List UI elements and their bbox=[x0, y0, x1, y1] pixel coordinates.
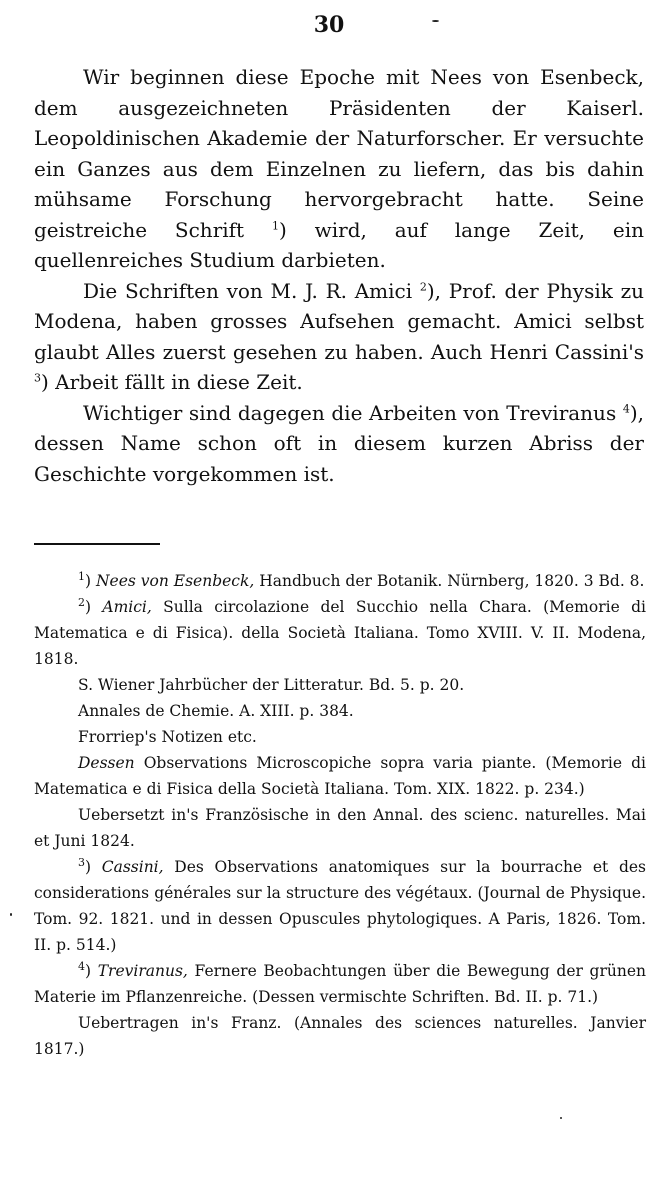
footnote-author: Nees von Esenbeck, bbox=[95, 572, 255, 590]
footnote-separator bbox=[34, 543, 160, 545]
footnote-ref-4: 4 bbox=[622, 401, 630, 415]
paragraph-3 bbox=[34, 398, 644, 490]
footnote-2-line: S. Wiener Jahrbücher der Litteratur. Bd. 5. p. 20. bbox=[78, 676, 465, 694]
footnote-ref-3: 3 bbox=[34, 371, 41, 385]
footnote-mark: 3 bbox=[78, 855, 85, 869]
footnote-4: $^4$) Treviranus, Fernere Beobachtungen über die Bewegung der grünen Materie im Pflanzenreiche. (Dessen vermischte Schriften. Bd. II. p. 71.) bbox=[34, 959, 647, 1006]
footnote-mark: 1 bbox=[78, 569, 85, 583]
print-speck bbox=[560, 1117, 562, 1119]
footnote-text: Des Observations anatomiques sur la bourrache et des considerations générales sur la structure des végétaux. (Journal de Physique. Tom. 92. 1821. und in dessen Opuscules phytologiques. A Paris, 1826. Tom. II. p. 514.) bbox=[34, 858, 646, 954]
footnote-1: $^1$) Nees von Esenbeck, Handbuch der Botanik. Nürnberg, 1820. 3 Bd. 8. bbox=[78, 569, 645, 590]
footnote-mark: 4 bbox=[78, 959, 85, 973]
footnote-2: $^2$) Amici, Sulla circolazione del Succhio nella Chara. (Memorie di Matematica e di Fisica). della Società Italiana. Tomo XVIII. V. II. Modena, 1818. bbox=[34, 595, 646, 668]
footnotes bbox=[34, 568, 646, 1062]
footnote-author: Dessen bbox=[78, 754, 135, 772]
paragraph-text: ) wird, auf lange Zeit, ein quellenreiches Studium darbieten. bbox=[34, 217, 644, 272]
footnote-2-dessen bbox=[34, 750, 646, 802]
footnote-author: Treviranus, bbox=[97, 962, 188, 980]
print-speck bbox=[432, 20, 439, 22]
footnote-4-translation: Uebertragen in's Franz. (Annales des sciences naturelles. Janvier 1817.) bbox=[34, 1014, 646, 1058]
paragraph-text: Wichtiger sind dagegen die Arbeiten von Treviranus bbox=[83, 400, 623, 425]
paragraph-1 bbox=[34, 62, 644, 276]
footnote-3: $^3$) Cassini, Des Observations anatomiques sur la bourrache et des considerations générales sur la structure des végétaux. (Journal de Physique. Tom. 92. 1821. und in dessen Opuscules phytologiques. A Paris, 1826. Tom. II. p. 514.) bbox=[34, 855, 646, 954]
page-number: 30 bbox=[313, 12, 345, 38]
footnote-text: Sulla circolazione del Succhio nella Chara. (Memorie di Matematica e di Fisica). della Società Italiana. Tomo XVIII. V. II. Modena, 1818. bbox=[34, 598, 646, 668]
footnote-author: Amici, bbox=[102, 598, 152, 616]
print-speck bbox=[10, 913, 12, 916]
footnote-text: Observations Microscopiche sopra varia piante. (Memorie di Matematica e di Fisica della Società Italiana. Tom. XIX. 1822. p. 234.) bbox=[34, 754, 646, 798]
footnote-2-line: Annales de Chemie. A. XIII. p. 384. bbox=[78, 702, 354, 720]
footnote-text: Fernere Beobachtungen über die Bewegung der grünen Materie im Pflanzenreiche. (Dessen vermischte Schriften. Bd. II. p. 71.) bbox=[34, 962, 647, 1006]
footnote-text: Handbuch der Botanik. Nürnberg, 1820. 3 Bd. 8. bbox=[259, 572, 645, 590]
paragraph-text: Die Schriften von M. J. R. Amici bbox=[83, 278, 420, 303]
footnote-2-translation: Uebersetzt in's Französische in den Annal. des scienc. naturelles. Mai et Juni 1824. bbox=[34, 806, 646, 850]
paragraph-text: Wir beginnen diese Epoche mit Nees von Esenbeck, dem ausgezeichneten Präsidenten der Kaiserl. Leopoldinischen Akademie der Naturforscher. Er versuchte ein Ganzes aus dem Einzelnen zu liefern, das bis dahin mühsame Forschung hervorgebracht hatte. Seine geistreiche Schrift bbox=[34, 65, 644, 242]
footnote-mark: 2 bbox=[78, 595, 85, 609]
paragraph-2 bbox=[34, 276, 644, 398]
main-text bbox=[34, 62, 644, 489]
paragraph-text: ), Prof. der Physik zu Modena, haben grosses Aufsehen gemacht. Amici selbst glaubt Alles zuerst gesehen zu haben. Auch Henri Cassini's bbox=[34, 278, 644, 364]
footnote-ref-1: 1 bbox=[271, 218, 279, 232]
footnote-2-line: Frorriep's Notizen etc. bbox=[78, 728, 257, 746]
footnote-ref-2: 2 bbox=[419, 279, 427, 293]
paragraph-text: ) Arbeit fällt in diese Zeit. bbox=[41, 370, 303, 394]
paragraph-text: ), dessen Name schon oft in diesem kurzen Abriss der Geschichte vorgekommen ist. bbox=[34, 400, 644, 486]
footnote-author: Cassini, bbox=[101, 858, 164, 876]
